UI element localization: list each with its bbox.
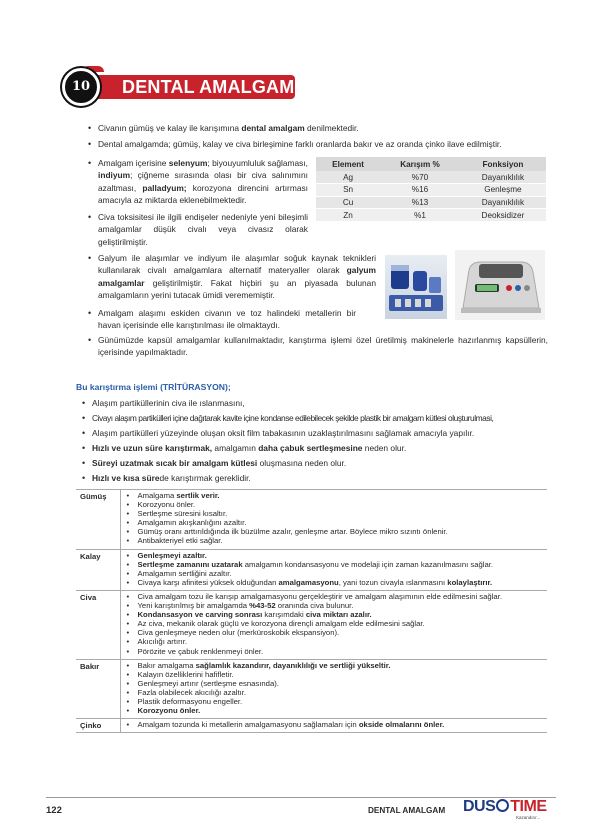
- list-item: • Genleşmeyi artırır (sertleşme esnasında).: [121, 679, 548, 688]
- row-content: [120, 490, 547, 550]
- element-table: [316, 157, 546, 222]
- table-row-kalay: [76, 549, 547, 590]
- text: Civanın gümüş ve kalay ile karışımına: [98, 123, 242, 133]
- row-label: Kalay: [76, 549, 120, 590]
- section-bullet-4: [80, 442, 550, 454]
- bold-text: Hızlı ve uzun süre karıştırmak,: [92, 443, 213, 453]
- bold-text: Süreyi uzatmak sıcak bir amalgam kütlesi: [92, 458, 258, 468]
- intro-bullet-1: [86, 122, 546, 134]
- table-row-gumus: [76, 490, 547, 550]
- dustime-logo: [463, 798, 547, 816]
- table-row-cinko: [76, 719, 547, 733]
- logo-text-dus: DUS: [463, 798, 496, 815]
- text: amalgamın: [212, 443, 259, 453]
- footer-chapter-name: DENTAL AMALGAM: [368, 806, 446, 815]
- amalgamator-illustration: [455, 250, 545, 320]
- section-bullet-2: • Civayı alaşım partikülleri içine dağıtarak kavite içine kondanse edilebilecek şekilde plastik bir amalgam kütlesi oluşturulmasi,: [80, 412, 554, 424]
- list-item: [121, 578, 548, 587]
- intro-bullet-2: • Dental amalgamda; gümüş, kalay ve civa birleşimine farklı oranlarda bakır ve az oranda çinko ilave edilmiştir.: [86, 138, 556, 150]
- cell: %1: [380, 209, 460, 222]
- intro-bullet-5: [86, 252, 376, 302]
- metals-table: [76, 489, 547, 733]
- row-content: [120, 590, 547, 659]
- row-content: [120, 549, 547, 590]
- section-bullet-6: [80, 472, 550, 484]
- bold-text: daha çabuk sertleşmesine: [258, 443, 363, 453]
- chapter-number: 10: [71, 79, 91, 94]
- header-mix: Karışım %: [380, 157, 460, 171]
- intro-bullet-6: • Amalgam alaşımı eskiden civanın ve toz halindeki metallerin bir havan içerisinde elle karıştırılması ile olmaktaydı.: [86, 307, 356, 332]
- text: Bakır amalgama: [137, 660, 196, 670]
- bold-text: palladyum;: [142, 182, 187, 193]
- bold-text: selenyum: [168, 158, 208, 168]
- row-label: Civa: [76, 590, 120, 659]
- list-item: [121, 601, 548, 610]
- list-item: • Amalgamın sertliğini azaltır.: [121, 569, 548, 578]
- bold-text: indiyum: [98, 170, 131, 181]
- bold-text: dental amalgam: [241, 123, 305, 133]
- text: Galyum ile alaşımlar ve indiyum ile alaşımlar soğuk kaynak teknikleri kullanılarak civalı amalgamlara alternatif materyaller olarak: [98, 253, 376, 276]
- list-item: • Korozyonu önler.: [121, 500, 548, 509]
- list-item: [121, 706, 548, 715]
- section-bullet-3: • Alaşım partikülleri yüzeyinde oluşan oksit film tabakasının uzaklaştırılmasını sağlamak amacıyla yapılır.: [80, 427, 550, 439]
- intro-bullet-7: • Günümüzde kapsül amalgamlar kullanılmaktadır, karıştırma işlemi özel üretilmiş makinelerle hazırlanmış kapsüllerin, içerisinde yapılmaktadır.: [86, 334, 548, 359]
- text: Amalgam tozunda ki metallerin amalgamasyonu sağlamaları için: [137, 720, 359, 730]
- cell: %16: [380, 184, 460, 197]
- table-row: [316, 209, 546, 222]
- row-content: [120, 719, 547, 733]
- cell: Deoksidizer: [460, 209, 546, 222]
- row-label: Bakır: [76, 659, 120, 719]
- cell: Ag: [316, 171, 380, 184]
- bold-text: sertlik verir.: [176, 491, 220, 500]
- header-element: Element: [316, 157, 380, 171]
- bold-text: amalgamasyonu: [278, 577, 339, 587]
- list-item: • Pörözite ve çabuk renklenmeyi önler.: [121, 647, 548, 656]
- page-number: 122: [46, 805, 62, 816]
- list-item: • Sertleşme süresini kısaltır.: [121, 509, 548, 518]
- list-item: • Civa genleşmeye neden olur (merkürоskobik ekspansiyon).: [121, 628, 548, 637]
- list-item: • Kalayın özelliklerini hafifletir.: [121, 670, 548, 679]
- text: de karıştırmak gereklidir.: [159, 473, 251, 483]
- bold-text: Sertleşme zamanını uzatarak: [137, 559, 243, 569]
- text: amalgamın kondansasyonu ve modelaji için zaman kazanılmasını sağlar.: [242, 559, 494, 569]
- table-row: [316, 171, 546, 184]
- row-content: [120, 659, 547, 719]
- bold-text: %43-52: [249, 601, 276, 611]
- cell: Cu: [316, 196, 380, 209]
- row-label: Çinko: [76, 719, 120, 733]
- bold-text: Kondansasyon ve carving sonrası: [137, 610, 263, 620]
- text: geliştirilmiştir. Fakat hiçbiri şu an piyasada bulunan amalgamların yerini tutacak ümidi verememiştir.: [98, 277, 376, 301]
- text: ; çiğneme sırasında olası bir civa salınımını azaltması,: [98, 170, 308, 193]
- list-item: • Civa amalgam tozu ile karışıp amalgamasyonu gerçekleştirir ve amalgam alaşımının elde edilmesini sağlar.: [121, 592, 548, 601]
- list-item: [121, 551, 548, 560]
- list-item: [121, 661, 548, 670]
- clock-icon: [496, 799, 509, 812]
- table-row-civa: [76, 590, 547, 659]
- list-item: • Fazla olabilecek akıcılığı azaltır.: [121, 688, 548, 697]
- intro-bullet-3: [86, 157, 308, 207]
- text: Amalgama: [137, 491, 177, 500]
- text: Civaya karşı afinitesi yüksek olduğundan: [137, 577, 279, 587]
- bold-text: Korozyonu önler.: [137, 706, 201, 716]
- text: , yani tozun civayla ıslanmasını: [338, 577, 448, 587]
- list-item: [121, 491, 548, 500]
- table-row: [316, 184, 546, 197]
- bold-text: civa miktarı azalır.: [305, 610, 372, 620]
- cell: Sn: [316, 184, 380, 197]
- list-item: [121, 720, 548, 729]
- text: ; biyouyumluluk sağlaması,: [207, 158, 308, 168]
- amalgam-capsules-photo: [385, 255, 447, 319]
- table-row-bakir: [76, 659, 547, 719]
- list-item: • Amalgamın akışkanlığını azaltır.: [121, 518, 548, 527]
- text: denilmektedir.: [304, 123, 359, 133]
- section-bullet-5: [80, 457, 550, 469]
- header-bar: [78, 75, 295, 99]
- text: oranında civa bulunur.: [275, 601, 354, 611]
- section-bullet-1: • Alaşım partiküllerinin civa ile ıslanmasını,: [80, 397, 550, 409]
- text: karışımdaki: [262, 610, 306, 620]
- section-title: Bu karıştırma işlemi (TRİTÜRASYON);: [76, 382, 231, 392]
- row-label: Gümüş: [76, 490, 120, 550]
- list-item: • Gümüş oranı arttırıldığında ilk büzülme azalır, genleşme artar. Böylece mikro sızıntı önlenir.: [121, 527, 548, 536]
- text: korozyona direncini artırması amacıyla az miktarda eklenebilmektedir.: [98, 182, 308, 206]
- logo-slogan: Kazandırır...: [516, 815, 541, 820]
- text: neden olur.: [362, 443, 407, 453]
- list-item: • Akıcılığı artırır.: [121, 637, 548, 646]
- bold-text: okside olmalarını önler.: [358, 720, 445, 730]
- text: Yeni karıştırılmış bir amalgamda: [137, 601, 250, 611]
- bold-text: sağlamlık kazandırır, dayanıklılığı ve sertliği yükseltir.: [195, 660, 391, 670]
- chapter-title: DENTAL AMALGAM: [122, 77, 295, 97]
- list-item: • Plastik deformasyonu engeller.: [121, 697, 548, 706]
- list-item: [121, 560, 548, 569]
- list-item: • Antibakteriyel etki sağlar.: [121, 536, 548, 545]
- chapter-header: [62, 72, 295, 102]
- header-function: Fonksiyon: [460, 157, 546, 171]
- capsules-illustration: [385, 255, 447, 319]
- intro-bullet-4: • Civa toksisitesi ile ilgili endişeler nedeniyle yeni bileşimli amalgamlar düşük civalı veya civasız olarak geliştirilmiştir.: [86, 211, 308, 248]
- amalgamator-photo: [455, 250, 545, 320]
- text: Amalgam içerisine: [98, 158, 169, 168]
- cell: Dayanıklılık: [460, 196, 546, 209]
- list-item: • Az civa, mekanik olarak güçlü ve korozyona dirençli amalgam elde edilmesini sağlar.: [121, 619, 548, 628]
- text: oluşmasına neden olur.: [257, 458, 347, 468]
- cell: %13: [380, 196, 460, 209]
- cell: Dayanıklılık: [460, 171, 546, 184]
- bold-text: kolaylaştırır.: [447, 577, 493, 587]
- bold-text: galyum amalgamlar: [98, 265, 376, 288]
- bold-text: Hızlı ve kısa süre: [92, 473, 160, 483]
- cell: Zn: [316, 209, 380, 222]
- table-row: [316, 196, 546, 209]
- cell: Genleşme: [460, 184, 546, 197]
- list-item: [121, 610, 548, 619]
- logo-text-time: TIME: [510, 798, 547, 815]
- cell: %70: [380, 171, 460, 184]
- bold-text: Genleşmeyi azaltır.: [137, 550, 207, 560]
- chapter-number-badge: [62, 68, 100, 106]
